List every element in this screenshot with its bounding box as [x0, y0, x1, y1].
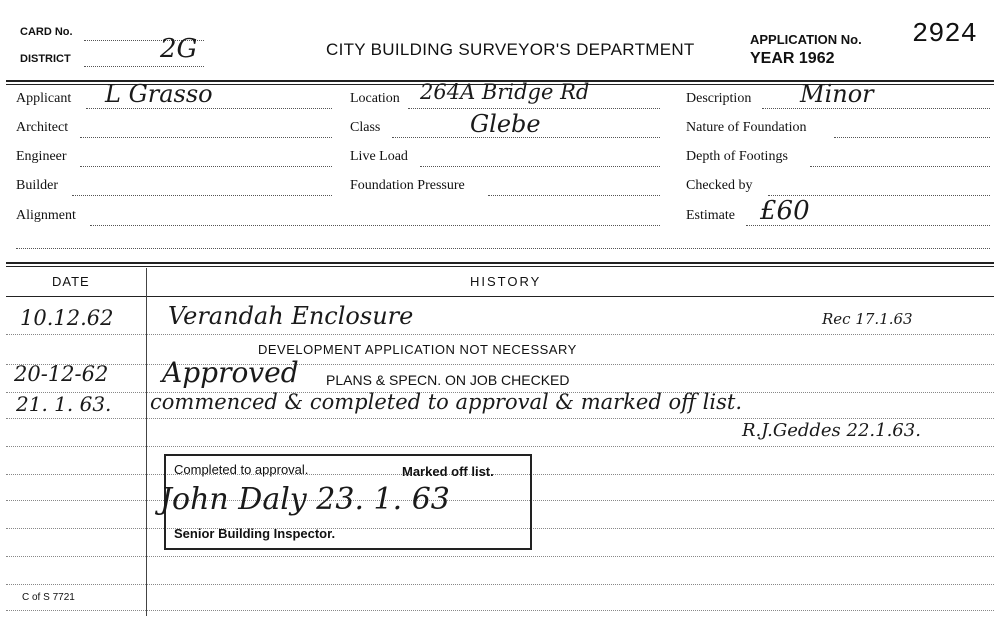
rule-line — [6, 556, 994, 557]
alignment-line — [90, 225, 660, 226]
district-line — [84, 66, 204, 67]
district-value: 2G — [160, 34, 198, 64]
foundation-pressure-line — [488, 195, 660, 196]
history-header-rule — [6, 296, 994, 297]
estimate-value: £60 — [760, 196, 810, 226]
live-load-line — [420, 166, 660, 167]
location-label: Location — [350, 91, 400, 106]
history-row-2-stamp: DEVELOPMENT APPLICATION NOT NECESSARY — [258, 342, 577, 357]
completed-to-approval: Completed to approval. — [174, 462, 309, 477]
builder-line — [72, 195, 332, 196]
form-code: C of S 7721 — [22, 592, 75, 603]
fields-bottom-line — [16, 248, 990, 249]
rule-line — [6, 334, 994, 335]
date-column-header: DATE — [52, 274, 90, 289]
rule-line — [6, 364, 994, 365]
department-title: CITY BUILDING SURVEYOR'S DEPARTMENT — [326, 40, 695, 59]
history-rule-top2 — [6, 266, 994, 267]
rule-line — [6, 446, 994, 447]
description-label: Description — [686, 91, 752, 106]
estimate-label: Estimate — [686, 208, 735, 223]
year: YEAR 1962 — [750, 50, 835, 67]
depth-of-footings-line — [810, 166, 990, 167]
completion-stamp — [160, 454, 532, 550]
history-row-1-date: 10.12.62 — [20, 306, 114, 330]
history-row-5-signature: R.J.Geddes 22.1.63. — [742, 420, 921, 441]
applicant-line — [86, 108, 332, 109]
checked-by-label: Checked by — [686, 178, 753, 193]
depth-of-footings-label: Depth of Footings — [686, 149, 788, 164]
history-column-header: HISTORY — [470, 274, 542, 289]
location-line — [408, 108, 660, 109]
rule-line — [6, 584, 994, 585]
inspector-signature: John Daly 23. 1. 63 — [160, 482, 450, 517]
senior-building-inspector: Senior Building Inspector. — [174, 526, 336, 541]
marked-off-list: Marked off list. — [402, 464, 494, 479]
history-row-1-text: Verandah Enclosure — [168, 302, 414, 330]
applicant-label: Applicant — [16, 91, 72, 106]
history-row-4-text: commenced & completed to approval & marked off list. — [150, 390, 742, 414]
history-row-1-note: Rec 17.1.63 — [822, 310, 913, 328]
history-row-3-text: Approved — [162, 356, 299, 389]
district-label: DISTRICT — [20, 53, 71, 65]
history-row-4-date: 21. 1. 63. — [16, 392, 112, 416]
description-line — [762, 108, 990, 109]
history-rule-top — [6, 262, 994, 264]
application-no: 2924 — [912, 20, 977, 50]
nature-of-foundation-label: Nature of Foundation — [686, 120, 807, 135]
architect-line — [80, 137, 332, 138]
class-label: Class — [350, 120, 381, 135]
location-value: 264A Bridge Rd — [420, 80, 590, 104]
rule-line — [6, 418, 994, 419]
application-no-label: APPLICATION No. — [750, 32, 862, 47]
alignment-label: Alignment — [16, 208, 76, 223]
description-value: Minor — [800, 80, 874, 108]
architect-label: Architect — [16, 120, 69, 135]
card-no-label: CARD No. — [20, 26, 73, 38]
foundation-pressure-label: Foundation Pressure — [350, 178, 465, 193]
history-row-3-stamp: PLANS & SPECN. ON JOB CHECKED — [326, 372, 570, 388]
live-load-label: Live Load — [350, 149, 408, 164]
applicant-value: L Grasso — [105, 80, 213, 108]
engineer-line — [80, 166, 332, 167]
builder-label: Builder — [16, 178, 58, 193]
rule-line — [6, 610, 994, 611]
date-column-divider — [146, 268, 147, 616]
history-row-3-date: 20-12-62 — [14, 362, 109, 386]
class-value: Glebe — [470, 110, 541, 138]
nature-of-foundation-line — [834, 137, 990, 138]
engineer-label: Engineer — [16, 149, 67, 164]
